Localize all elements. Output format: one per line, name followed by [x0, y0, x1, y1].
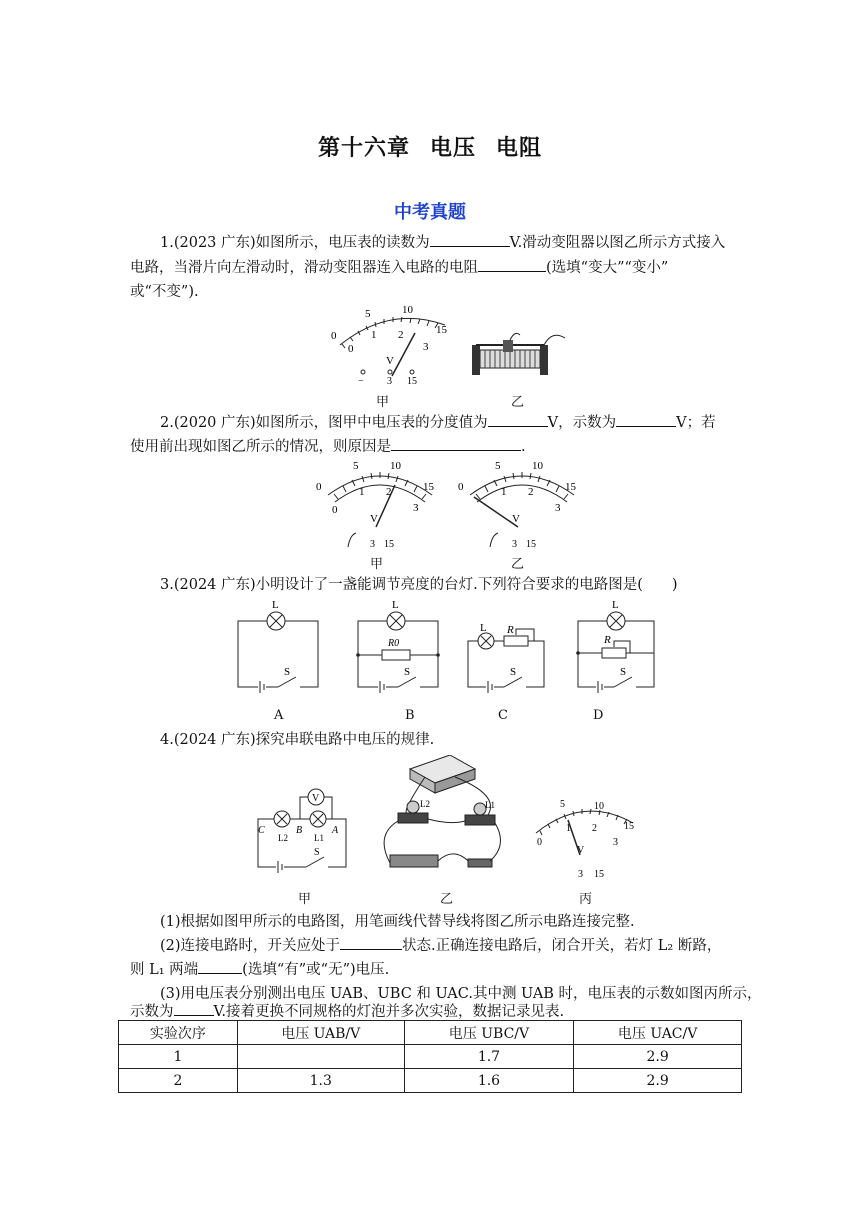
chapter-title: [0, 131, 860, 162]
svg-text:L: L: [480, 622, 487, 634]
table-cell: 2: [119, 1069, 238, 1093]
q4-part1: (1)根据如图甲所示的电路图，用笔画线代替导线将图乙所示电路连接完整.: [160, 914, 635, 930]
terminal-label: 15: [407, 376, 417, 387]
voltmeter-dial-a: [316, 460, 435, 550]
dial-label: 2: [398, 329, 404, 341]
svg-text:1: 1: [359, 486, 365, 498]
voltmeter-dial-b: [458, 460, 577, 550]
svg-text:10: 10: [594, 801, 604, 812]
svg-text:L2: L2: [278, 833, 288, 843]
table-row: [119, 1045, 742, 1069]
chapter-topic-resistance: 电阻: [496, 135, 543, 161]
answer-blank[interactable]: [616, 412, 676, 427]
svg-text:2: 2: [386, 486, 392, 498]
q2-line1: 2.(2020 广东)如图所示，图甲中电压表的分度值为 V，示数为 V；若: [160, 411, 716, 435]
svg-text:L: L: [272, 599, 279, 611]
fig-caption: 乙: [440, 892, 454, 907]
svg-text:R0: R0: [388, 638, 400, 649]
svg-text:2: 2: [592, 823, 597, 834]
fig-caption: 丙: [579, 892, 593, 907]
answer-blank[interactable]: [174, 1001, 214, 1016]
terminal-label: −: [358, 376, 364, 387]
table-header-cell: 电压 UAC/V: [574, 1021, 742, 1045]
q2-line2: 使用前出现如图乙所示的情况，则原因是 .: [130, 435, 526, 459]
table-header-cell: 电压 UBC/V: [404, 1021, 574, 1045]
voltmeter-dial-a: [331, 304, 448, 387]
svg-text:1: 1: [501, 486, 507, 498]
circuit-option-b: [356, 599, 440, 693]
svg-text:15: 15: [594, 869, 604, 880]
table-header-cell: 实验次序: [119, 1021, 238, 1045]
svg-text:2: 2: [528, 486, 534, 498]
svg-text:5: 5: [353, 460, 359, 472]
table-cell: 1.3: [237, 1069, 404, 1093]
answer-blank[interactable]: [430, 232, 510, 247]
svg-text:L1: L1: [314, 833, 324, 843]
rheostat-image: [472, 333, 565, 375]
q3-stem: 3.(2024 广东)小明设计了一盏能调节亮度的台灯.下列符合要求的电路图是( ): [160, 577, 678, 593]
dial-label: 3: [423, 341, 429, 353]
fig-caption: 乙: [511, 395, 525, 410]
svg-text:15: 15: [384, 539, 394, 550]
table-header-cell: 电压 UAB/V: [237, 1021, 404, 1045]
svg-text:1: 1: [566, 823, 571, 834]
svg-text:L2: L2: [420, 799, 430, 809]
svg-text:15: 15: [624, 821, 634, 832]
option-label-b[interactable]: B: [405, 708, 415, 723]
svg-text:V: V: [512, 513, 520, 525]
q4-part2-line1: (2)连接电路时，开关应处于 状态.正确连接电路后，闭合开关，若灯 L₂ 断路，: [160, 934, 721, 958]
svg-text:V: V: [312, 793, 320, 804]
svg-text:R: R: [507, 624, 514, 636]
answer-blank[interactable]: [198, 959, 242, 974]
q4-part3-line2: 示数为 V.接着更换不同规格的灯泡并多次实验，数据记录见表.: [130, 1000, 564, 1024]
dial-label: 10: [402, 304, 413, 316]
option-label-d[interactable]: D: [593, 708, 604, 723]
q1-figure: [320, 300, 570, 405]
svg-text:L: L: [612, 599, 619, 611]
answer-blank[interactable]: [488, 412, 548, 427]
table-cell: 2.9: [574, 1069, 742, 1093]
q1-line1: 1.(2023 广东)如图所示，电压表的读数为 V.滑动变阻器以图乙所示方式接入: [160, 231, 725, 255]
svg-text:3: 3: [578, 869, 583, 880]
fig-caption: 甲: [376, 395, 390, 410]
svg-text:10: 10: [532, 460, 543, 472]
q4-part3-line1: (3)用电压表分别测出电压 UAB、UBC 和 UAC.其中测 UAB 时，电压表的示数如图丙所示，: [160, 986, 762, 1002]
answer-blank[interactable]: [478, 257, 546, 272]
fig-caption: 甲: [298, 892, 312, 907]
dial-label: 15: [436, 324, 447, 336]
svg-text:V: V: [370, 513, 378, 525]
series-circuit-diagram: [258, 789, 346, 873]
dial-label: 1: [371, 329, 377, 341]
svg-text:15: 15: [423, 481, 434, 493]
svg-text:5: 5: [560, 799, 565, 810]
svg-text:10: 10: [390, 460, 401, 472]
svg-text:R: R: [604, 634, 611, 646]
option-label-c[interactable]: C: [498, 708, 508, 723]
svg-text:S: S: [620, 666, 627, 678]
svg-text:A: A: [332, 825, 339, 836]
svg-text:0: 0: [316, 481, 322, 493]
data-table: [118, 1020, 742, 1093]
dial-label: 5: [365, 308, 371, 320]
circuit-option-d: [576, 599, 654, 693]
svg-text:L: L: [392, 599, 399, 611]
svg-text:V: V: [577, 845, 585, 856]
q2-figure: [310, 455, 590, 555]
svg-text:3: 3: [413, 502, 419, 514]
meter-v-label: V: [386, 355, 394, 367]
chapter-number: 第十六章: [317, 135, 410, 161]
svg-text:3: 3: [512, 539, 517, 550]
dial-label: 0: [331, 330, 337, 342]
option-label-a[interactable]: A: [274, 708, 284, 723]
chapter-topic-voltage: 电压: [429, 135, 476, 161]
svg-text:C: C: [258, 825, 265, 836]
fig-caption: 甲: [370, 557, 384, 572]
q1-line3: 或“不变”).: [130, 284, 199, 300]
svg-text:3: 3: [613, 837, 618, 848]
svg-text:S: S: [404, 666, 411, 678]
svg-text:5: 5: [495, 460, 501, 472]
svg-text:15: 15: [565, 481, 576, 493]
q4-figures: [250, 755, 650, 890]
svg-text:L1: L1: [485, 800, 495, 810]
table-header-row: [119, 1021, 742, 1045]
table-cell: 2.9: [574, 1045, 742, 1069]
svg-text:0: 0: [537, 837, 542, 848]
q4-part2-line2: 则 L₁ 两端 (选填“有”或“无”)电压.: [130, 958, 389, 982]
q3-circuits: [230, 597, 660, 697]
fig-caption: 乙: [511, 557, 525, 572]
svg-text:B: B: [296, 825, 303, 836]
table-row: [119, 1069, 742, 1093]
svg-text:15: 15: [526, 539, 536, 550]
svg-text:0: 0: [332, 504, 338, 516]
table-cell: 1.6: [404, 1069, 574, 1093]
table-cell: 1.7: [404, 1045, 574, 1069]
circuit-option-c: [468, 622, 544, 693]
table-cell-empty[interactable]: [237, 1045, 404, 1069]
circuit-option-a: [238, 599, 318, 693]
q4-stem: 4.(2024 广东)探究串联电路中电压的规律.: [160, 732, 435, 748]
svg-text:S: S: [314, 847, 320, 858]
terminal-label: 3: [387, 376, 392, 387]
section-heading: 中考真题: [394, 202, 466, 223]
voltmeter-dial-c: [536, 799, 634, 880]
dial-label: 0: [348, 343, 354, 355]
answer-blank[interactable]: [340, 935, 402, 950]
table-cell: 1: [119, 1045, 238, 1069]
q1-line2: 电路，当滑片向左滑动时，滑动变阻器连入电路的电阻 (选填“变大”“变小”: [130, 256, 668, 280]
physical-circuit-image: [384, 755, 500, 867]
svg-text:S: S: [284, 666, 291, 678]
svg-text:3: 3: [555, 502, 561, 514]
answer-blank[interactable]: [391, 436, 521, 451]
svg-text:S: S: [510, 666, 517, 678]
svg-text:0: 0: [458, 481, 464, 493]
svg-text:3: 3: [370, 539, 375, 550]
